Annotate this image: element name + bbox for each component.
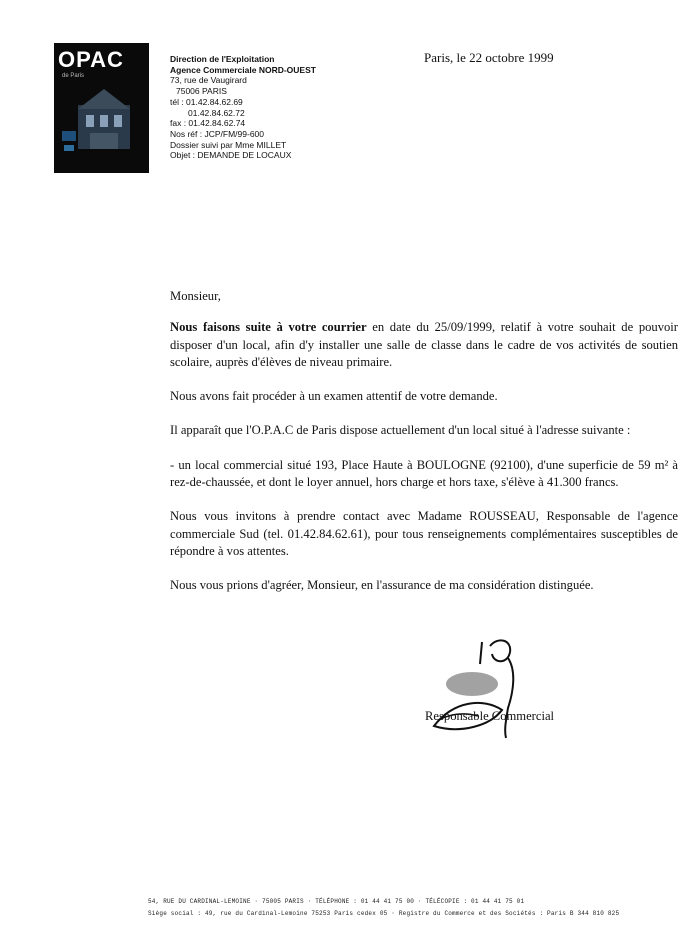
paragraph-3: Il apparaît que l'O.P.A.C de Paris dispose actuellement d'un local situé à l'adresse suivante :: [170, 423, 631, 438]
opac-logo: [54, 43, 149, 173]
paragraph-1-bold: Nous faisons suite à votre courrier: [170, 320, 367, 335]
handwritten-signature: [420, 630, 540, 745]
logo-building-image: [60, 83, 144, 167]
footer-line-2: Siège social : 49, rue du Cardinal-Lemoine 75253 Paris cedex 05 · Registre du Commerce et des Sociétés : Paris B 344 810 825: [148, 910, 620, 917]
sender-direction: Direction de l'Exploitation: [170, 54, 275, 64]
sender-tel1: tél : 01.42.84.62.69: [170, 96, 243, 107]
logo-subtitle: de Paris: [62, 73, 85, 79]
sender-fax: fax : 01.42.84.62.74: [170, 118, 246, 129]
signature-title: Responsable Commercial: [425, 709, 555, 723]
footer-line-1: 54, RUE DU CARDINAL-LEMOINE · 75005 PARIS · TÉLÉPHONE : 01 44 41 75 00 · TÉLÉCOPIE : 01 44 41 75 01: [148, 898, 525, 905]
sender-tel2: 01.42.84.62.72: [188, 107, 245, 118]
paragraph-5: Nous vous invitons à prendre contact avec Madame ROUSSEAU, Responsable de l'agence commerciale Sud (tel. 01.42.84.62.61), pour tous renseignements complémentaires susceptibles de répondre à vos attentes.: [170, 509, 678, 558]
sender-ref: Nos réf : JCP/FM/99-600: [170, 128, 265, 139]
footer: [148, 896, 619, 920]
logo-name: OPAC: [58, 47, 124, 72]
sender-block: [170, 54, 316, 161]
letter-date: Paris, le 22 octobre 1999: [424, 50, 554, 65]
paragraph-2: Nous avons fait procéder à un examen attentif de votre demande.: [170, 389, 498, 404]
letter-body: [170, 288, 678, 612]
sender-subject: Objet : DEMANDE DE LOCAUX: [170, 150, 292, 161]
sender-street: 73, rue de Vaugirard: [170, 75, 247, 86]
sender-agency: Agence Commerciale NORD-OUEST: [170, 64, 316, 75]
paragraph-6: Nous vous prions d'agréer, Monsieur, en l'assurance de ma considération distinguée.: [170, 578, 594, 593]
sender-followed: Dossier suivi par Mme MILLET: [170, 139, 287, 150]
paragraph-1: [170, 319, 678, 371]
paragraph-1-rest: en date du 25/09/1999, relatif à votre souhait de pouvoir disposer d'un local, afin d'y installer une salle de classe dans le cadre de vos activités de soutien scolaire, auprès d'élèves de niveau primaire.: [170, 320, 678, 369]
paragraph-4: - un local commercial situé 193, Place Haute à BOULOGNE (92100), d'une superficie de 59 m² à rez-de-chaussée, et dont le loyer annuel, hors charge et hors taxe, s'élève à 41.300 francs.: [170, 457, 678, 490]
salutation: Monsieur,: [170, 289, 221, 303]
sender-city: 75006 PARIS: [176, 86, 227, 97]
